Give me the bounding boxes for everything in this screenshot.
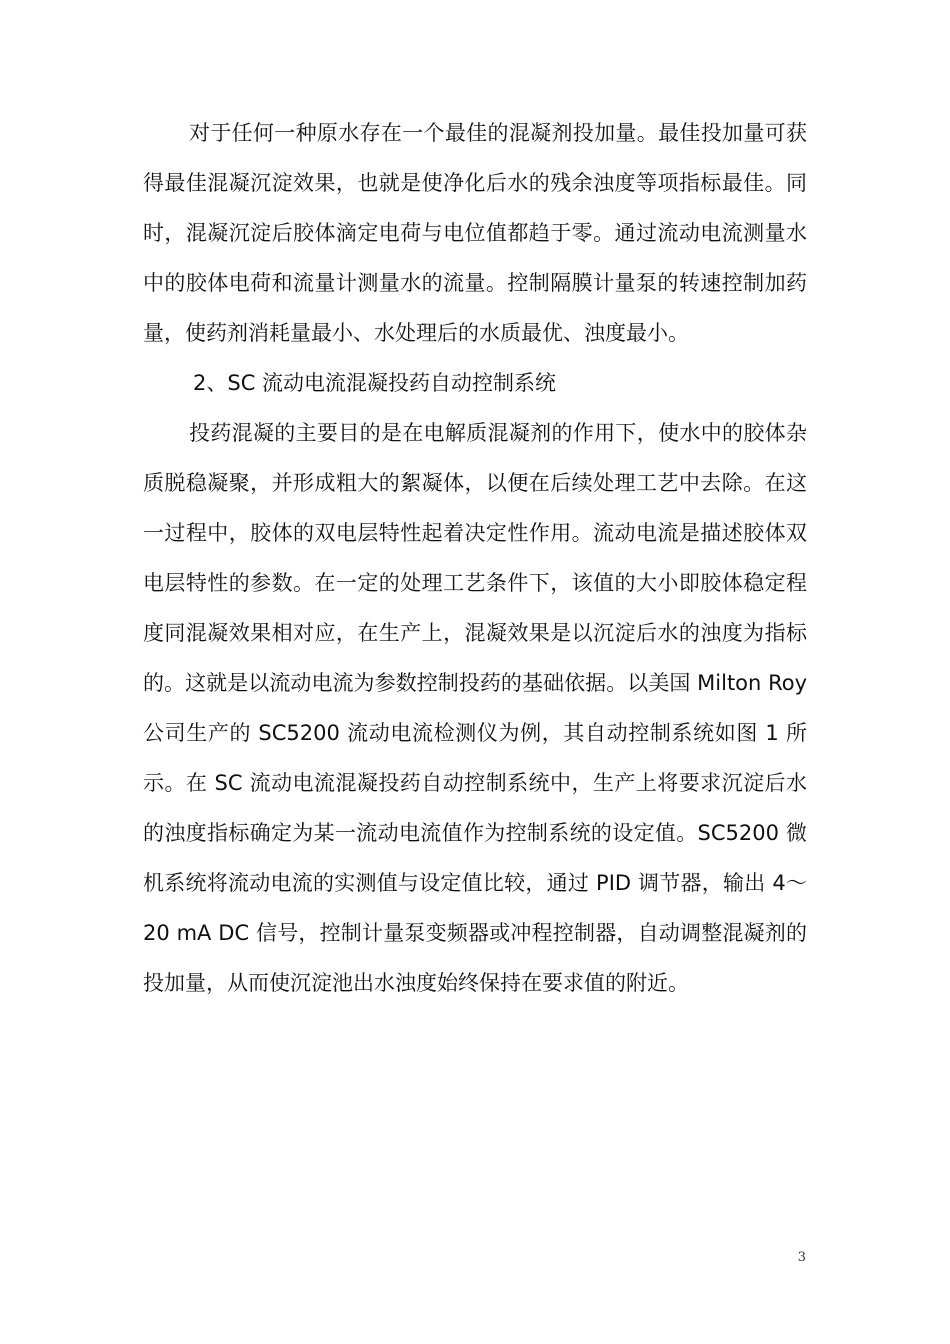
page-number: 3 xyxy=(797,1250,806,1265)
section-heading: 2、SC 流动电流混凝投药自动控制系统 xyxy=(193,371,557,395)
paragraph-control-system: 投药混凝的主要目的是在电解质混凝剂的作用下，使水中的胶体杂质脱稳凝聚，并形成粗大的絮凝体，以便在后续处理工艺中去除。在这一过程中，胶体的双电层特性起着决定性作用。流动电流是描述胶体双电层特性的参数。在一定的处理工艺条件下，该值的大小即胶体稳定程度同混凝效果相对应，在生产上，混凝效果是以沉淀后水的浊度为指标的。这就是以流动电流为参数控制投药的基础依据。以美国 Milton Roy 公司生产的 SC5200 流动电流检测仪为例，其自动控制系统如图 1 所示。在 SC 流动电流混凝投药自动控制系统中，生产上将要求沉淀后水的浊度指标确定为某一流动电流值作为控制系统的设定值。SC5200 微机系统将流动电流的实测值与设定值比较，通过 PID 调节器，输出 4～20 mA DC 信号，控制计量泵变频器或冲程控制器，自动调整混凝剂的投加量，从而使沉淀池出水浊度始终保持在要求值的附近。 xyxy=(143,421,807,995)
document-body xyxy=(143,108,807,1008)
paragraph-optimal-dosage: 对于任何一种原水存在一个最佳的混凝剂投加量。最佳投加量可获得最佳混凝沉淀效果，也就是使净化后水的残余浊度等项指标最佳。同时，混凝沉淀后胶体滴定电荷与电位值都趋于零。通过流动电流测量水中的胶体电荷和流量计测量水的流量。控制隔膜计量泵的转速控制加药量，使药剂消耗量最小、水处理后的水质最优、浊度最小。 xyxy=(143,121,807,345)
